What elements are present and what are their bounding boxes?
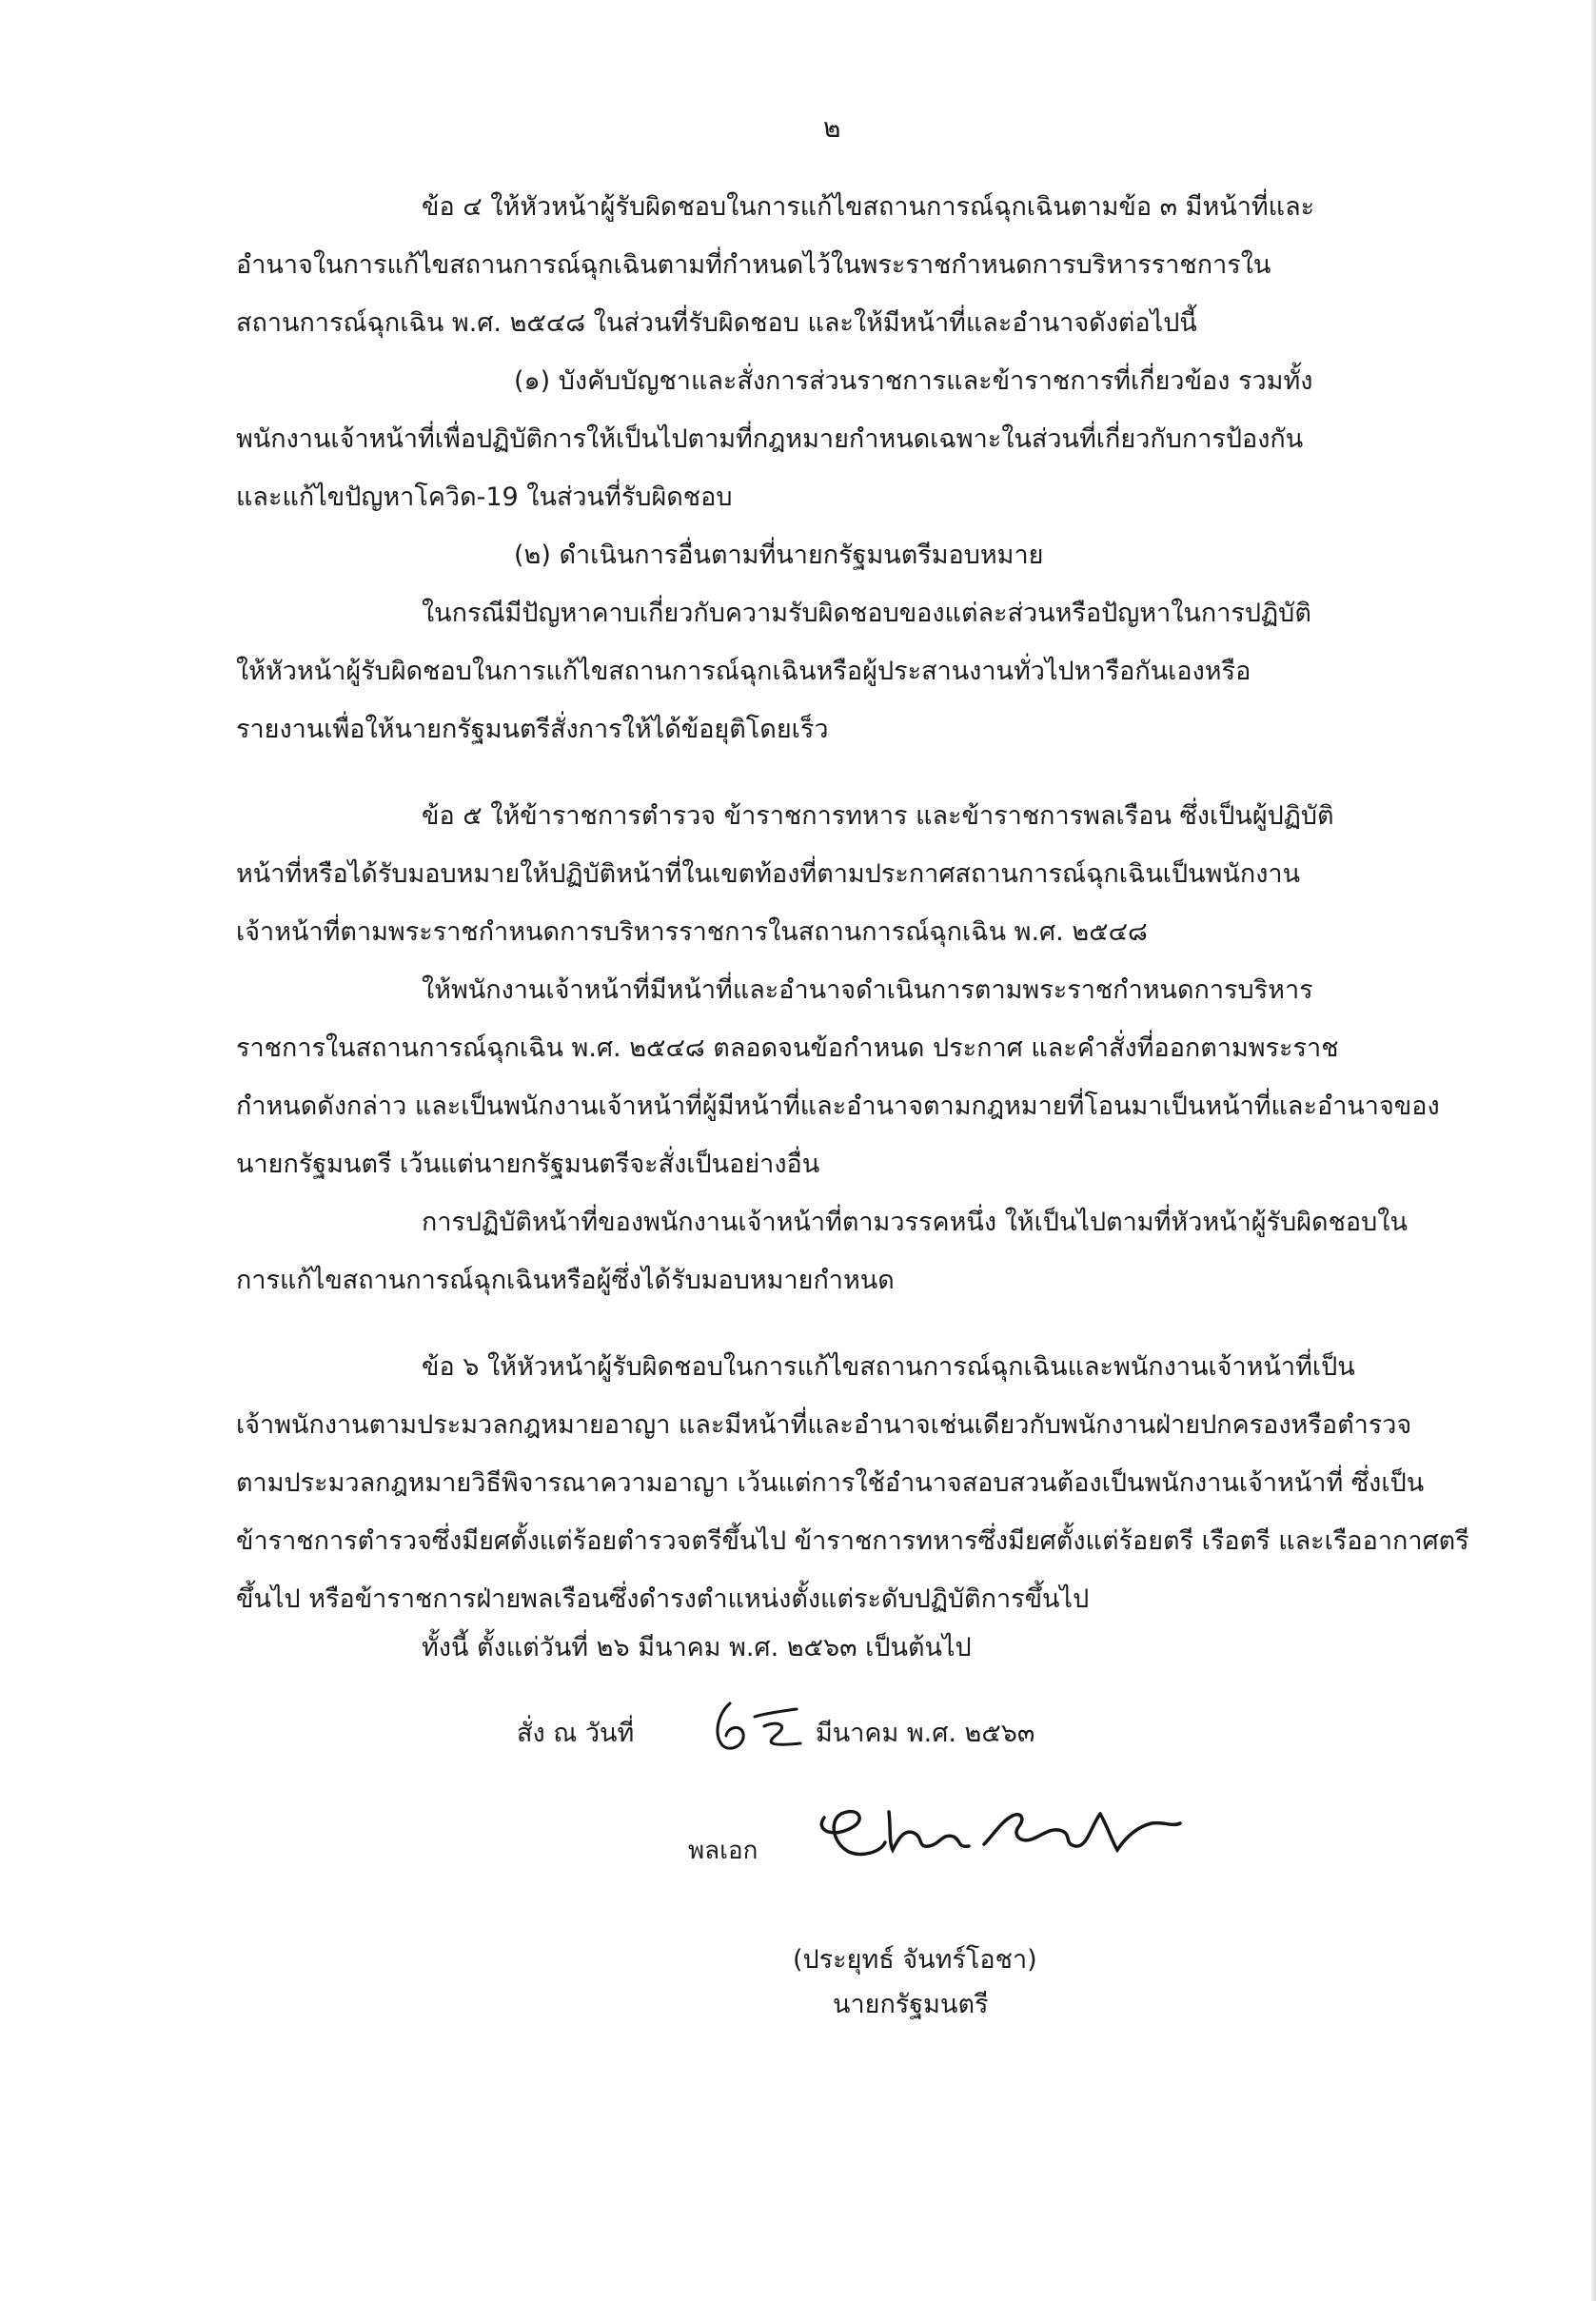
order-date-prefix: สั่ง ณ วันที่: [517, 1719, 635, 1748]
article4-para2-line1: ในกรณีมีปัญหาคาบเกี่ยวกับความรับผิดชอบของแต่ละส่วนหรือปัญหาในการปฏิบัติ: [422, 599, 1311, 628]
article4-item1-line2: พนักงานเจ้าหน้าที่เพื่อปฏิบัติการให้เป็นไปตามที่กฎหมายกำหนดเฉพาะในส่วนที่เกี่ยวกับการป้องกัน: [236, 424, 1304, 454]
order-date-suffix: มีนาคม พ.ศ. ๒๕๖๓: [816, 1719, 1035, 1748]
article6-line5: ขึ้นไป หรือข้าราชการฝ่ายพลเรือนซึ่งดำรงตำแหน่งตั้งแต่ระดับปฏิบัติการขึ้นไป: [236, 1584, 1090, 1614]
signatory-name: (ประยุทธ์ จันทร์โอชา): [793, 1945, 1037, 1975]
article6-line3: ตามประมวลกฎหมายวิธีพิจารณาความอาญา เว้นแต่การใช้อำนาจสอบสวนต้องเป็นพนักงานเจ้าหน้าที่ ซึ่งเป็น: [236, 1468, 1425, 1498]
signatory-title: นายกรัฐมนตรี: [833, 1990, 989, 2019]
article5-para2-line1: ให้พนักงานเจ้าหน้าที่มีหน้าที่และอำนาจดำเนินการตามพระราชกำหนดการบริหาร: [422, 975, 1313, 1005]
page-edge-shadow: [1591, 0, 1596, 2301]
article5-line2: หน้าที่หรือได้รับมอบหมายให้ปฏิบัติหน้าที่ในเขตท้องที่ตามประกาศสถานการณ์ฉุกเฉินเป็นพนักงาน: [236, 859, 1301, 889]
article5-line1: ข้อ ๕ ให้ข้าราชการตำรวจ ข้าราชการทหาร และข้าราชการพลเรือน ซึ่งเป็นผู้ปฏิบัติ: [422, 801, 1334, 831]
page-number: ๒: [823, 112, 841, 144]
article6-line4: ข้าราชการตำรวจซึ่งมียศตั้งแต่ร้อยตำรวจตรีขึ้นไป ข้าราชการทหารซึ่งมียศตั้งแต่ร้อยตรี เรือตรี และเรืออากาศตรี: [236, 1526, 1469, 1556]
article5-para2-line2: ราชการในสถานการณ์ฉุกเฉิน พ.ศ. ๒๕๔๘ ตลอดจนข้อกำหนด ประกาศ และคำสั่งที่ออกตามพระราช: [236, 1033, 1339, 1063]
effective-date: ทั้งนี้ ตั้งแต่วันที่ ๒๖ มีนาคม พ.ศ. ๒๕๖๓ เป็นต้นไป: [422, 1633, 972, 1662]
article5-para2-line4: นายกรัฐมนตรี เว้นแต่นายกรัฐมนตรีจะสั่งเป็นอย่างอื่น: [236, 1150, 820, 1179]
article4-item1-line1: (๑) บังคับบัญชาและสั่งการส่วนราชการและข้าราชการที่เกี่ยวข้อง รวมทั้ง: [514, 366, 1313, 396]
article5-para3-line2: การแก้ไขสถานการณ์ฉุกเฉินหรือผู้ซึ่งได้รับมอบหมายกำหนด: [236, 1266, 895, 1295]
article6-line2: เจ้าพนักงานตามประมวลกฎหมายอาญา และมีหน้าที่และอำนาจเช่นเดียวกับพนักงานฝ่ายปกครองหรือตำรวจ: [236, 1410, 1412, 1440]
article5-line3: เจ้าหน้าที่ตามพระราชกำหนดการบริหารราชการในสถานการณ์ฉุกเฉิน พ.ศ. ๒๕๔๘: [236, 917, 1148, 947]
article4-para2-line3: รายงานเพื่อให้นายกรัฐมนตรีสั่งการให้ได้ข้อยุติโดยเร็ว: [236, 715, 829, 744]
article4-line2: อำนาจในการแก้ไขสถานการณ์ฉุกเฉินตามที่กำหนดไว้ในพระราชกำหนดการบริหารราชการใน: [236, 250, 1271, 280]
article4-item1-line3: และแก้ไขปัญหาโควิด-19 ในส่วนที่รับผิดชอบ: [236, 482, 733, 512]
article5-para2-line3: กำหนดดังกล่าว และเป็นพนักงานเจ้าหน้าที่ผู้มีหน้าที่และอำนาจตามกฎหมายที่โอนมาเป็นหน้าที่และอำนาจของ: [236, 1092, 1440, 1121]
article4-item2: (๒) ดำเนินการอื่นตามที่นายกรัฐมนตรีมอบหมาย: [514, 541, 1044, 570]
article4-para2-line2: ให้หัวหน้าผู้รับผิดชอบในการแก้ไขสถานการณ์ฉุกเฉินหรือผู้ประสานงานทั่วไปหารือกันเองหรือ: [236, 657, 1251, 686]
article4-line1: ข้อ ๔ ให้หัวหน้าผู้รับผิดชอบในการแก้ไขสถานการณ์ฉุกเฉินตามข้อ ๓ มีหน้าที่และ: [422, 192, 1315, 222]
handwritten-day: [709, 1692, 814, 1755]
article5-para3-line1: การปฏิบัติหน้าที่ของพนักงานเจ้าหน้าที่ตามวรรคหนึ่ง ให้เป็นไปตามที่หัวหน้าผู้รับผิดชอบใน: [422, 1208, 1408, 1237]
article6-line1: ข้อ ๖ ให้หัวหน้าผู้รับผิดชอบในการแก้ไขสถานการณ์ฉุกเฉินและพนักงานเจ้าหน้าที่เป็น: [422, 1352, 1355, 1382]
handwritten-signature: [798, 1789, 1197, 1884]
article4-line3: สถานการณ์ฉุกเฉิน พ.ศ. ๒๕๔๘ ในส่วนที่รับผิดชอบ และให้มีหน้าที่และอำนาจดังต่อไปนี้: [236, 308, 1197, 338]
signatory-rank: พลเอก: [688, 1837, 759, 1865]
